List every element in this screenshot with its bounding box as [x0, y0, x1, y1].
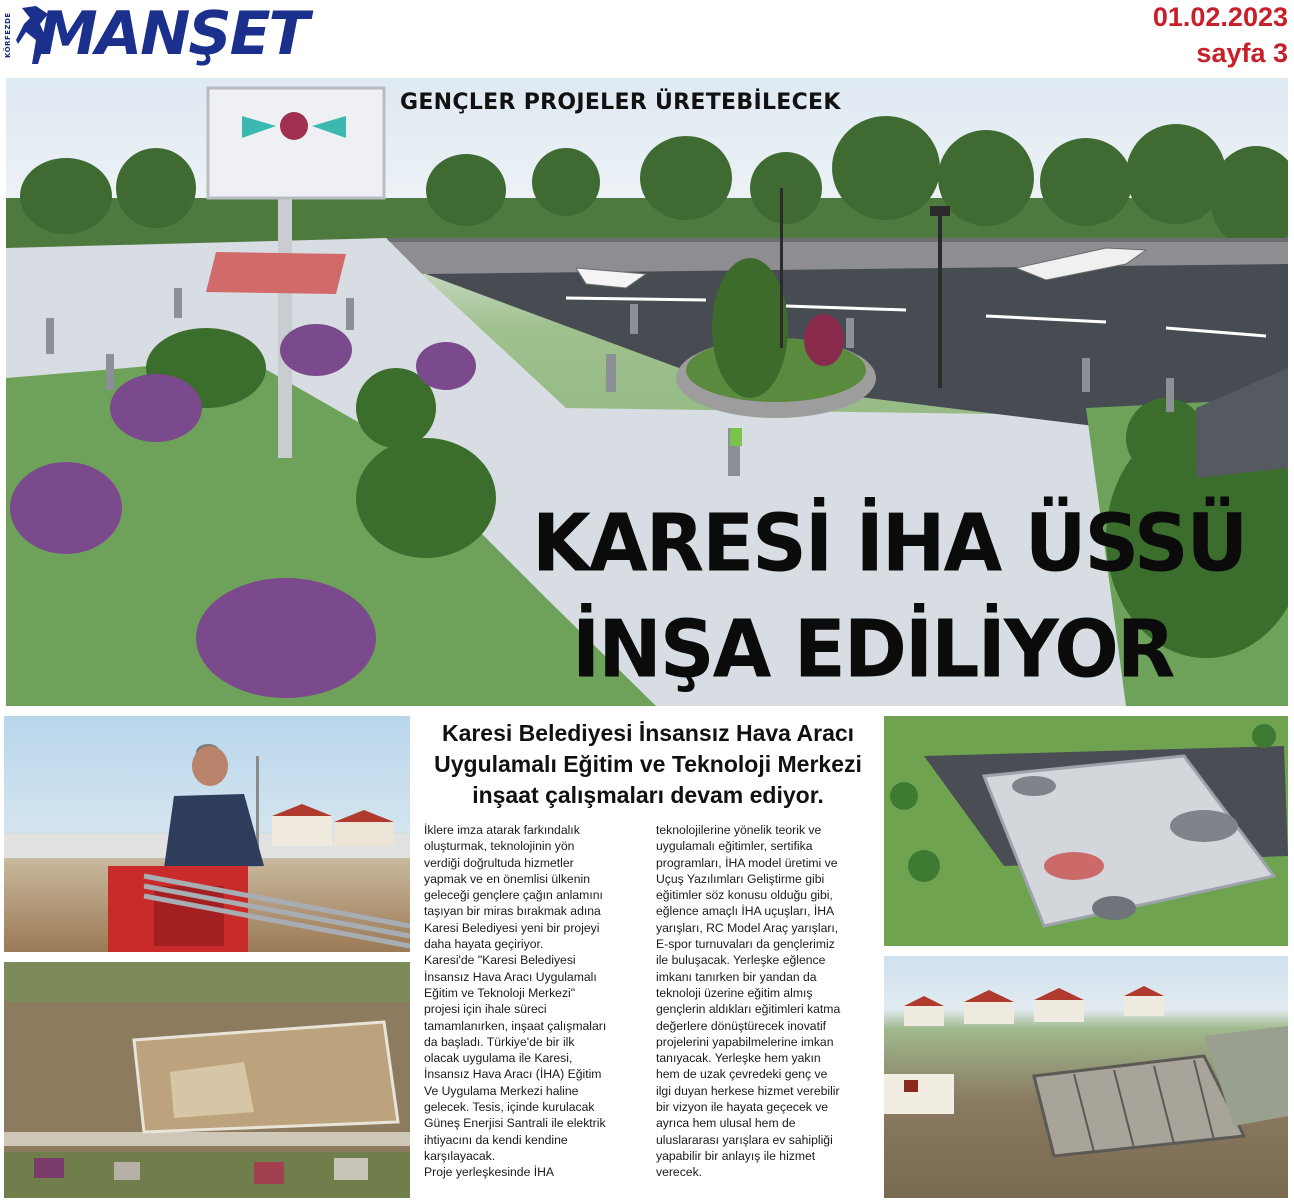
logo-wordmark: MANŞET — [38, 0, 308, 69]
article-column-2 — [656, 822, 878, 1181]
text-line: İnsansız Hava Aracı Uygulamalı — [424, 969, 597, 984]
text-line: projesi için ihale süreci — [424, 1002, 547, 1017]
text-line: E-spor turnuvaları da gençlerimiz — [656, 937, 835, 952]
text-line: daha hayata geçiriyor. — [424, 937, 544, 952]
text-line: yapabilir bir anlayış ile hizmet — [656, 1148, 816, 1163]
hero-image — [6, 78, 1288, 706]
article-column-1 — [424, 822, 646, 1181]
text-line: teknolojilerine yönelik teorik ve — [656, 823, 822, 837]
text-line: Uçuş Yazılımları Geliştirme gibi — [656, 871, 825, 886]
text-line: tanıyacak. Yerleşke hem yakın — [656, 1051, 821, 1066]
logo-tagline: KÖRFEZDE — [4, 12, 12, 58]
construction-site-illustration — [884, 956, 1288, 1198]
text-line: ilgi duyan herkese hizmet verebilir — [656, 1083, 840, 1098]
text-line: olacak uygulama ile Karesi, — [424, 1051, 573, 1066]
text-line: verdiği doğrultuda hizmetler — [424, 855, 574, 870]
text-line: Proje yerleşkesinde İHA — [424, 1165, 555, 1180]
text-line: uluslararası yarışlara ev sahipliği — [656, 1132, 833, 1147]
text-line: Güneş Enerjisi Santrali ile elektrik — [424, 1116, 606, 1131]
headline-line-1: KARESİ İHA ÜSSÜ — [532, 495, 1247, 590]
campus-render-photo — [884, 716, 1288, 946]
text-line: Ve Uygulama Merkezi haline — [424, 1083, 579, 1098]
text-line: geleceği gençlere çağın anlamını — [424, 888, 603, 903]
text-line: ayrıca hem ulusal hem de — [656, 1116, 796, 1131]
text-line: ihtiyacını da kendi kendine — [424, 1132, 568, 1147]
text-line: imkanı tanırken bir yandan da — [656, 969, 817, 984]
text-line: değerlere dönüştürecek inovatif — [656, 1018, 827, 1033]
text-line: İklere imza atarak farkındalık — [424, 823, 580, 837]
text-line: Karesi'de "Karesi Belediyesi — [424, 953, 576, 968]
newspaper-logo[interactable] — [2, 0, 308, 74]
aerial-site-photo — [4, 962, 410, 1198]
text-line: ile buluşacak. Yerleşke eğlence — [656, 953, 826, 968]
text-line: eğlence amaçlı İHA uçuşları, İHA — [656, 904, 835, 919]
text-line: bir vizyon ile hayata geçecek ve — [656, 1100, 829, 1115]
issue-date: 01.02.2023 — [1152, 2, 1288, 32]
deck-line: Karesi Belediyesi İnsansız Hava Aracı — [441, 720, 855, 746]
text-line: oluşturmak, teknolojinin yön — [424, 839, 575, 854]
worker-illustration — [4, 716, 410, 952]
text-line: teknoloji üzerine eğitim almış — [656, 985, 813, 1000]
text-line: taşıyan bir miras bırakmak adına — [424, 904, 601, 919]
text-line: uygulamalı eğitimler, sertifika — [656, 839, 813, 854]
text-line: Karesi Belediyesi yeni bir projeyi — [424, 920, 600, 935]
text-line: projelerini yapabilmelerine imkan — [656, 1034, 834, 1049]
text-line: hem de uzak çevredeki genç ve — [656, 1067, 828, 1082]
text-line: gelecek. Tesis, içinde kurulacak — [424, 1100, 595, 1115]
kicker: GENÇLER PROJELER ÜRETEBİLECEK — [400, 90, 841, 115]
page-number: sayfa 3 — [1196, 38, 1288, 68]
headline-line-2: İNŞA EDİLİYOR — [572, 601, 1174, 696]
text-line: programları, İHA model üretimi ve — [656, 855, 838, 870]
aerial-illustration — [4, 962, 410, 1198]
construction-worker-photo — [4, 716, 410, 952]
text-line: gençlerin aldıkları eğitimleri katma — [656, 1002, 841, 1017]
text-line: İnsansız Hava Aracı (İHA) Eğitim — [424, 1067, 602, 1082]
text-line: tamamlanırken, inşaat çalışmaları — [424, 1018, 607, 1033]
masthead — [0, 0, 1294, 76]
construction-site-photo — [884, 956, 1288, 1198]
article-deck — [416, 718, 880, 811]
text-line: da başladı. Türkiye'de bir ilk — [424, 1034, 575, 1049]
text-line: Eğitim ve Teknoloji Merkezi" — [424, 985, 576, 1000]
text-line: verecek. — [656, 1165, 703, 1180]
deck-line: inşaat çalışmaları devam ediyor. — [472, 782, 824, 808]
text-line: karşılayacak. — [424, 1148, 496, 1163]
deck-line: Uygulamalı Eğitim ve Teknoloji Merkezi — [434, 751, 862, 777]
text-line: eğitimler söz konusu olduğu gibi, — [656, 888, 833, 903]
campus-render-illustration — [884, 716, 1288, 946]
text-line: yapmak ve en önemlisi ülkenin — [424, 871, 590, 886]
text-line: yarışları, RC Model Araç yarışları, — [656, 920, 839, 935]
